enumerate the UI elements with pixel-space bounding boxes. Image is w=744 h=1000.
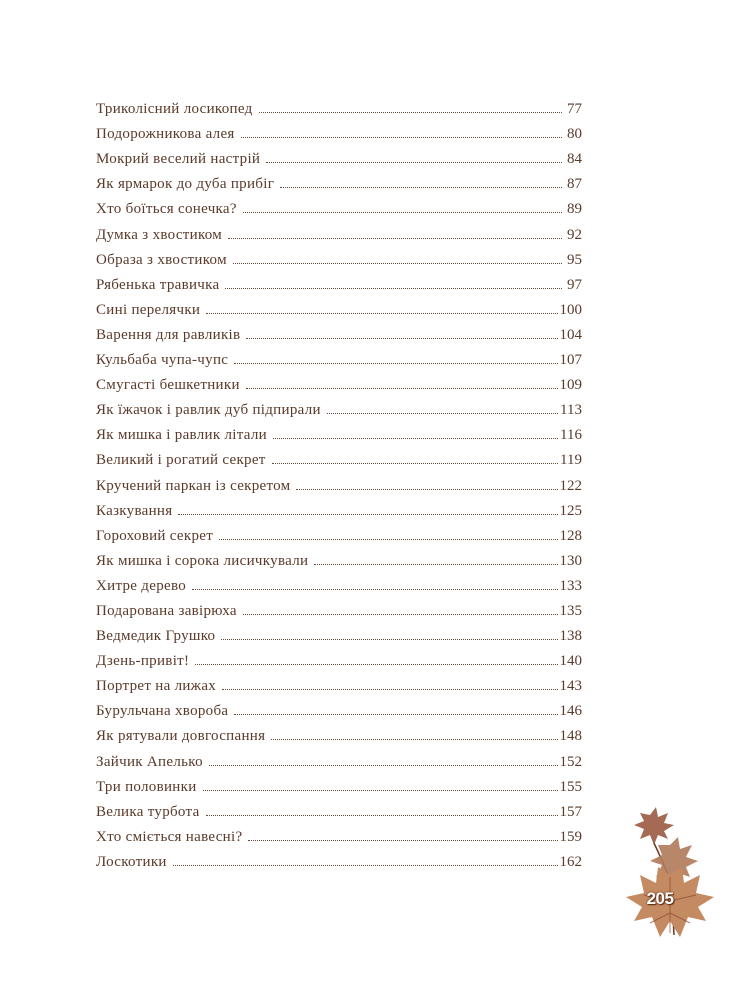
toc-entry-page: 162: [559, 853, 582, 870]
toc-entry: [96, 670, 582, 695]
table-of-contents: [96, 93, 582, 871]
toc-entry-page: 92: [567, 226, 582, 243]
toc-entry-page: 125: [559, 502, 582, 519]
toc-entry-page: 148: [559, 728, 582, 745]
toc-entry: [96, 595, 582, 620]
toc-entry-page: 80: [567, 126, 582, 143]
toc-entry-page: 159: [559, 828, 582, 845]
dot-leader: [206, 312, 557, 314]
toc-entry: [96, 193, 582, 218]
toc-entry-title: Велика турбота: [96, 803, 200, 820]
toc-entry: [96, 218, 582, 243]
dot-leader: [203, 789, 558, 791]
toc-entry-title: Дзень-привіт!: [96, 653, 190, 670]
toc-entry-page: 128: [559, 527, 582, 544]
toc-entry-page: 113: [560, 402, 582, 419]
dot-leader: [192, 588, 557, 590]
toc-entry-title: Казкування: [96, 502, 173, 519]
dot-leader: [221, 638, 557, 640]
toc-entry: [96, 419, 582, 444]
dot-leader: [246, 387, 558, 389]
toc-entry-title: Подорожникова алея: [96, 126, 235, 143]
dot-leader: [195, 663, 557, 665]
toc-entry: [96, 319, 582, 344]
toc-entry-title: Три половинки: [96, 778, 197, 795]
toc-entry-title: Подарована завірюха: [96, 602, 237, 619]
toc-entry-page: 87: [567, 176, 582, 193]
toc-entry-title: Лоскотики: [96, 853, 167, 870]
toc-entry: [96, 495, 582, 520]
toc-entry: [96, 294, 582, 319]
dot-leader: [225, 287, 562, 289]
dot-leader: [228, 237, 562, 239]
dot-leader: [273, 437, 558, 439]
dot-leader: [243, 211, 562, 213]
toc-entry: [96, 545, 582, 570]
autumn-leaves-icon: [620, 805, 720, 940]
toc-entry-page: 133: [559, 577, 582, 594]
dot-leader: [327, 412, 558, 414]
toc-entry-page: 119: [560, 452, 582, 469]
page-number: 205: [646, 889, 674, 908]
toc-entry-title: Хитре дерево: [96, 577, 187, 594]
dot-leader: [233, 262, 562, 264]
toc-entry-title: Образа з хвостиком: [96, 251, 227, 268]
dot-leader: [209, 764, 558, 766]
toc-entry-page: 100: [559, 301, 582, 318]
toc-entry: [96, 369, 582, 394]
toc-entry: [96, 394, 582, 419]
toc-entry-title: Хто сміється навесні?: [96, 828, 243, 845]
toc-entry-page: 89: [567, 201, 582, 218]
toc-entry-title: Як їжачок і равлик дуб підпирали: [96, 402, 321, 419]
toc-entry: [96, 143, 582, 168]
dot-leader: [266, 161, 562, 163]
dot-leader: [243, 613, 558, 615]
toc-entry-title: Рябенька травичка: [96, 276, 220, 293]
toc-entry: [96, 344, 582, 369]
toc-entry-page: 95: [567, 251, 582, 268]
toc-entry-title: Сині перелячки: [96, 301, 201, 318]
toc-entry: [96, 645, 582, 670]
toc-entry-page: 84: [567, 151, 582, 168]
toc-entry-page: 152: [559, 753, 582, 770]
toc-entry-title: Думка з хвостиком: [96, 226, 223, 243]
toc-entry-page: 130: [559, 552, 582, 569]
toc-entry: [96, 520, 582, 545]
toc-entry-page: 109: [559, 377, 582, 394]
toc-entry-page: 77: [567, 101, 582, 118]
toc-entry-title: Великий і рогатий секрет: [96, 452, 266, 469]
toc-entry-page: 157: [559, 803, 582, 820]
toc-entry: [96, 444, 582, 469]
toc-entry: [96, 118, 582, 143]
toc-entry: [96, 745, 582, 770]
toc-entry-page: 135: [559, 602, 582, 619]
toc-entry-title: Зайчик Апелько: [96, 753, 203, 770]
toc-entry-page: 143: [559, 678, 582, 695]
toc-entry-title: Смугасті бешкетники: [96, 377, 240, 394]
toc-entry-page: 97: [567, 276, 582, 293]
toc-entry-title: Гороховий секрет: [96, 527, 214, 544]
toc-entry-title: Як ярмарок до дуба прибіг: [96, 176, 275, 193]
toc-entry-title: Як рятували довгоспання: [96, 728, 266, 745]
toc-entry-title: Кульбаба чупа-чупс: [96, 352, 229, 369]
toc-entry: [96, 269, 582, 294]
toc-entry-title: Як мишка і сорока лисичкували: [96, 552, 309, 569]
dot-leader: [219, 538, 557, 540]
toc-entry-page: 107: [559, 352, 582, 369]
toc-entry-title: Хто боїться сонечка?: [96, 201, 237, 218]
dot-leader: [241, 136, 562, 138]
dot-leader: [178, 513, 557, 515]
toc-entry: [96, 620, 582, 645]
toc-entry: [96, 469, 582, 494]
toc-entry-page: 104: [559, 326, 582, 343]
toc-entry: [96, 244, 582, 269]
dot-leader: [234, 362, 557, 364]
toc-entry-title: Варення для равликів: [96, 326, 241, 343]
toc-entry-title: Як мишка і равлик літали: [96, 427, 267, 444]
toc-entry: [96, 93, 582, 118]
toc-entry: [96, 168, 582, 193]
toc-entry-page: 140: [559, 653, 582, 670]
toc-entry-page: 138: [559, 628, 582, 645]
dot-leader: [234, 713, 557, 715]
toc-entry-title: Кручений паркан із секретом: [96, 477, 291, 494]
toc-entry: [96, 846, 582, 871]
toc-entry-title: Бурульчана хвороба: [96, 703, 229, 720]
toc-entry-title: Ведмедик Грушко: [96, 628, 216, 645]
dot-leader: [280, 186, 562, 188]
toc-entry: [96, 821, 582, 846]
dot-leader: [296, 488, 557, 490]
toc-entry: [96, 695, 582, 720]
toc-entry-page: 122: [559, 477, 582, 494]
dot-leader: [272, 462, 558, 464]
dot-leader: [173, 864, 558, 866]
toc-entry-title: Мокрий веселий настрій: [96, 151, 261, 168]
dot-leader: [222, 688, 557, 690]
toc-entry: [96, 570, 582, 595]
dot-leader: [314, 563, 557, 565]
dot-leader: [259, 111, 562, 113]
dot-leader: [246, 337, 557, 339]
dot-leader: [271, 738, 557, 740]
toc-entry: [96, 720, 582, 745]
dot-leader: [248, 839, 557, 841]
toc-entry: [96, 771, 582, 796]
dot-leader: [206, 814, 558, 816]
toc-entry-page: 146: [559, 703, 582, 720]
toc-entry-page: 155: [559, 778, 582, 795]
toc-entry-title: Портрет на лижах: [96, 678, 217, 695]
toc-entry-page: 116: [560, 427, 582, 444]
toc-entry: [96, 796, 582, 821]
toc-entry-title: Триколісний лосикопед: [96, 101, 253, 118]
